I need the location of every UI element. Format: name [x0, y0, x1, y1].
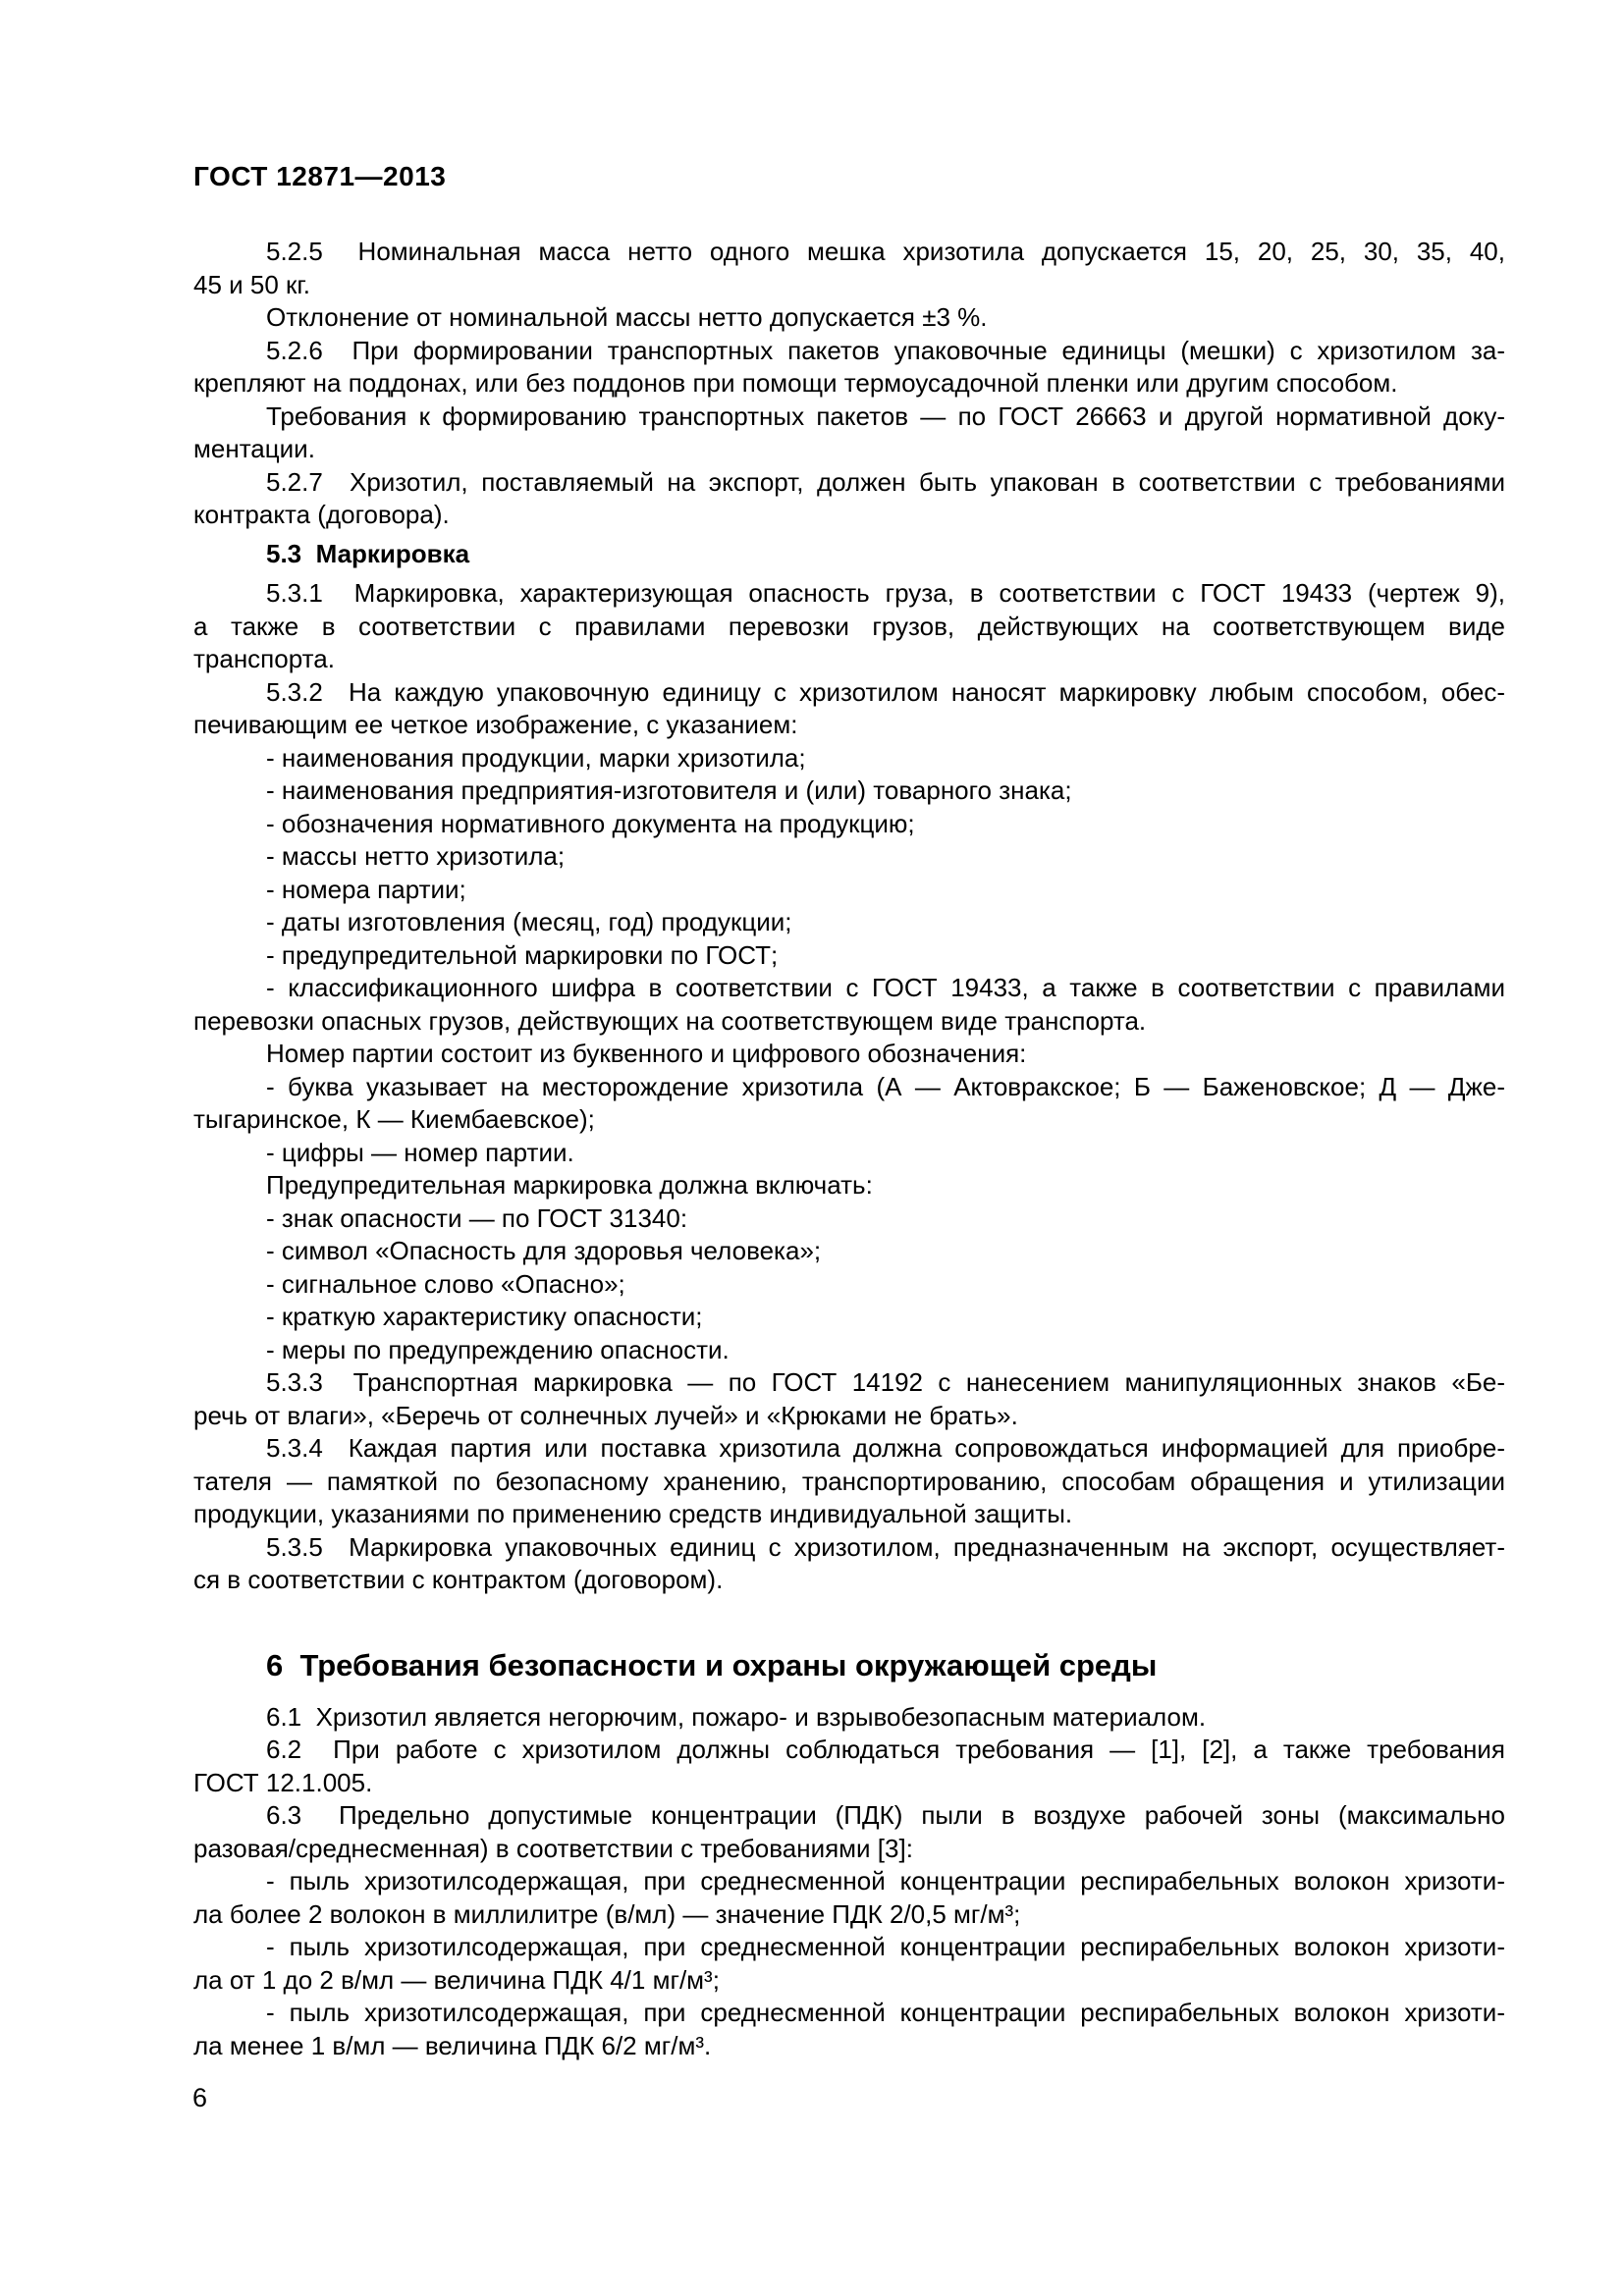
text-line: тателя — памяткой по безопасному хранению, транспортированию, способам обращения и утилизации — [193, 1466, 1505, 1496]
para-warning-marking-contents — [193, 1169, 1505, 1202]
list-item-signal-word — [193, 1268, 1505, 1302]
text-line: 5.2.5 Номинальная масса нетто одного мешка хризотила допускается 15, 20, 25, 30, 35, 40, — [266, 237, 1505, 266]
text-line: ла от 1 до 2 в/мл — величина ПДК 4/1 мг/м³; — [193, 1964, 720, 1995]
document-code: ГОСТ 12871—2013 — [193, 161, 447, 191]
document-body — [193, 236, 1505, 2062]
list-item-net-mass — [193, 840, 1505, 874]
text-line: 5.3.2 На каждую упаковочную единицу с хризотилом наносят маркировку любым способом, обес- — [266, 676, 1505, 707]
text-line: 5.3.4 Каждая партия или поставка хризотила должна сопровождаться информацией для приобре- — [266, 1433, 1505, 1463]
text-line: 6.1 Хризотил является негорючим, пожаро- и взрывобезопасным материалом. — [266, 1701, 1207, 1732]
text-line: - краткую характеристику опасности; — [266, 1302, 703, 1331]
text-line: - обозначения нормативного документа на продукцию; — [266, 808, 915, 838]
text-line: 6.2 При работе с хризотилом должны соблюдаться требования — [1], [2], а также требования — [266, 1735, 1505, 1764]
para-mass-deviation — [193, 301, 1505, 335]
text-line: печивающим ее четкое изображение, с указанием: — [193, 710, 798, 739]
clause-6-3 — [193, 1799, 1505, 1865]
list-item-warning-marking — [193, 939, 1505, 973]
text-line: - цифры — номер партии. — [266, 1137, 574, 1167]
clause-5-2-5 — [193, 236, 1505, 301]
clause-5-2-7 — [193, 466, 1505, 532]
list-item-batch-number — [193, 874, 1505, 907]
text-line: ментации. — [193, 434, 315, 463]
text-line: 5.3.1 Маркировка, характеризующая опасность груза, в соответствии с ГОСТ 19433 (чертеж 9), — [266, 578, 1505, 608]
clause-5-3-5 — [193, 1531, 1505, 1597]
list-item-manufacture-date — [193, 906, 1505, 939]
text-line: - предупредительной маркировки по ГОСТ; — [266, 939, 779, 970]
text-line: - меры по предупреждению опасности. — [266, 1334, 730, 1364]
heading-5-3 — [193, 538, 1505, 571]
text-line: ГОСТ 12.1.005. — [193, 1767, 373, 1797]
text-line: - пыль хризотилсодержащая, при среднесменной концентрации респирабельных волокон хризоти- — [266, 1998, 1505, 2027]
text-line: - знак опасности — по ГОСТ 31340: — [266, 1202, 688, 1233]
clause-5-2-6 — [193, 335, 1505, 400]
text-line: разовая/среднесменная) в соответствии с требованиями [3]: — [193, 1833, 913, 1863]
list-item-pdk-1-to-2 — [193, 1931, 1505, 1997]
clause-5-3-4 — [193, 1432, 1505, 1531]
heading-6 — [193, 1644, 1505, 1687]
text-line: Требования к формированию транспортных пакетов — по ГОСТ 26663 и другой нормативной доку- — [266, 400, 1505, 431]
text-line: тыгаринское, К — Киембаевское); — [193, 1104, 595, 1134]
list-item-hazard-prevention — [193, 1334, 1505, 1367]
clause-5-3-2 — [193, 676, 1505, 742]
list-item-letter-deposit — [193, 1071, 1505, 1137]
text-line: - наименования продукции, марки хризотила; — [266, 742, 806, 773]
para-batch-number-structure — [193, 1038, 1505, 1071]
list-item-digits-batch-number — [193, 1137, 1505, 1170]
text-line: перевозки опасных грузов, действующих на соответствующем виде транспорта. — [193, 1005, 1147, 1036]
list-item-pdk-below-1 — [193, 1997, 1505, 2062]
text-line: ся в соответствии с контрактом (договором). — [193, 1565, 724, 1594]
text-line: речь от влаги», «Беречь от солнечных лучей» и «Крюками не брать». — [193, 1400, 1018, 1430]
text-line: - символ «Опасность для здоровья человека»; — [266, 1236, 822, 1265]
clause-6-1 — [193, 1701, 1505, 1735]
text-line: продукции, указаниями по применению средств индивидуальной защиты. — [193, 1499, 1073, 1528]
text-line: ла более 2 волокон в миллилитре (в/мл) — значение ПДК 2/0,5 мг/м³; — [193, 1898, 1021, 1929]
text-line: - пыль хризотилсодержащая, при среднесменной концентрации респирабельных волокон хризоти- — [266, 1866, 1505, 1896]
list-item-normative-document — [193, 808, 1505, 841]
text-line: 5.2.7 Хризотил, поставляемый на экспорт, должен быть упакован в соответствии с требованиями — [266, 466, 1505, 497]
text-line: Отклонение от номинальной массы нетто допускается ±3 %. — [266, 302, 988, 332]
clause-6-2 — [193, 1734, 1505, 1799]
text-line: 5.3 Маркировка — [266, 538, 470, 568]
list-item-manufacturer-name — [193, 774, 1505, 808]
list-item-health-danger-symbol — [193, 1235, 1505, 1268]
text-line: контракта (договора). — [193, 500, 450, 529]
list-item-classification-code — [193, 972, 1505, 1038]
text-line: Номер партии состоит из буквенного и цифрового обозначения: — [266, 1039, 1027, 1068]
text-line: 5.3.5 Маркировка упаковочных единиц с хризотилом, предназначенным на экспорт, осуществляет- — [266, 1531, 1505, 1562]
text-line: 45 и 50 кг. — [193, 269, 310, 299]
clause-5-3-3 — [193, 1366, 1505, 1432]
text-line: 6.3 Предельно допустимые концентрации (ПДК) пыли в воздухе рабочей зоны (максимально — [266, 1800, 1505, 1830]
text-line: - сигнальное слово «Опасно»; — [266, 1268, 625, 1299]
text-line: - даты изготовления (месяц, год) продукции; — [266, 907, 792, 936]
text-line: - номера партии; — [266, 874, 466, 904]
text-line: - массы нетто хризотила; — [266, 841, 566, 871]
text-line: Предупредительная маркировка должна включать: — [266, 1170, 873, 1200]
text-line: 5.3.3 Транспортная маркировка — по ГОСТ 14192 с нанесением манипуляционных знаков «Бе- — [266, 1367, 1505, 1397]
text-line: крепляют на поддонах, или без поддонов при помощи термоусадочной пленки или другим способом. — [193, 368, 1398, 398]
text-line: - пыль хризотилсодержащая, при среднесменной концентрации респирабельных волокон хризоти- — [266, 1932, 1505, 1961]
text-line: 6 Требования безопасности и охраны окружающей среды — [266, 1647, 1158, 1682]
list-item-danger-sign — [193, 1202, 1505, 1236]
text-line: транспорта. — [193, 644, 335, 673]
text-line: а также в соответствии с правилами перевозки грузов, действующих на соответствующем виде — [193, 611, 1505, 641]
text-line: - буква указывает на месторождение хризотила (А — Актовракское; Б — Баженовское; Д — Дже- — [266, 1071, 1505, 1101]
para-package-forming-requirements — [193, 400, 1505, 466]
clause-5-3-1 — [193, 577, 1505, 676]
text-line: 5.2.6 При формировании транспортных пакетов упаковочные единицы (мешки) с хризотилом за- — [266, 335, 1505, 365]
page-number: 6 — [192, 2083, 208, 2112]
list-item-hazard-brief — [193, 1301, 1505, 1334]
list-item-pdk-above-2 — [193, 1865, 1505, 1931]
text-line: ла менее 1 в/мл — величина ПДК 6/2 мг/м³. — [193, 2030, 712, 2060]
list-item-product-name — [193, 742, 1505, 775]
text-line: - классификационного шифра в соответствии с ГОСТ 19433, а также в соответствии с правилами — [266, 973, 1505, 1002]
text-line: - наименования предприятия-изготовителя и (или) товарного знака; — [266, 775, 1072, 805]
